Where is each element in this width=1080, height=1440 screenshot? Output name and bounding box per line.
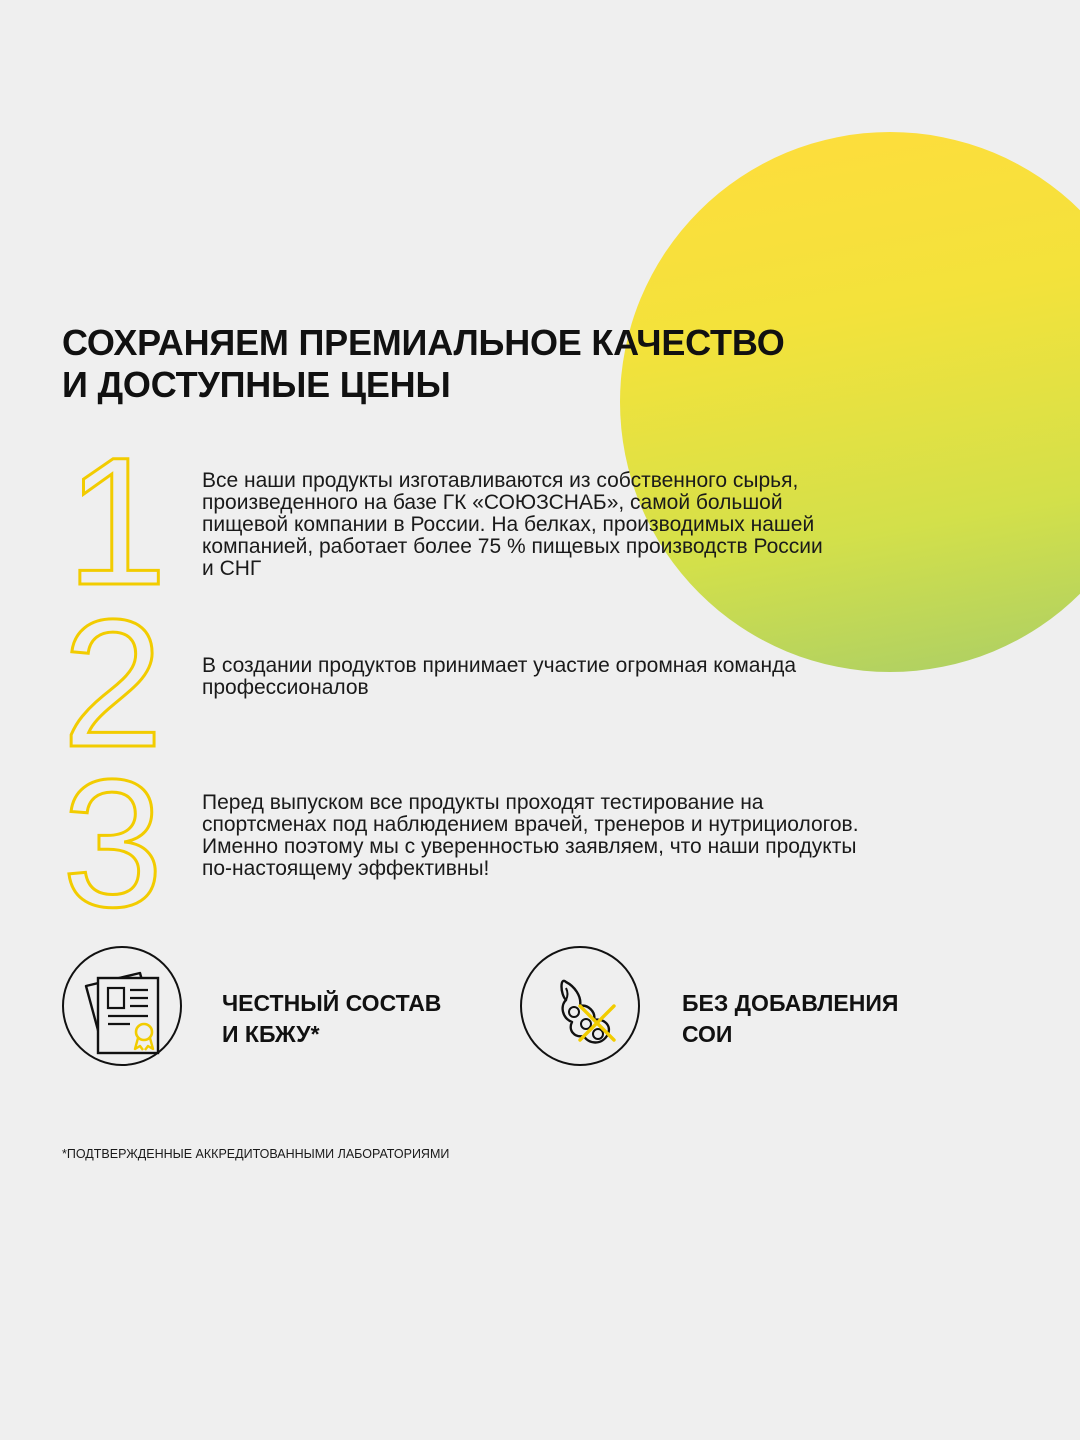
number-three-outline: 3 (62, 741, 164, 945)
no-soy-icon (522, 948, 642, 1068)
badge-no-soy (520, 946, 640, 1066)
badge-honest-composition (62, 946, 182, 1066)
badge-no-soy-label: БЕЗ ДОБАВЛЕНИЯ СОИ (682, 990, 899, 1047)
point-3-text: Перед выпуском все продукты проходят тестирование на спортсменах под наблюдением врачей, тренеров и нутрициологов. Именно поэтому мы с уверенностью заявляем, что наши продукты по-настоящему эффективны! (202, 791, 859, 880)
title-line-1: СОХРАНЯЕМ ПРЕМИАЛЬНОЕ КАЧЕСТВО (62, 322, 785, 363)
point-1-text: Все наши продукты изготавливаются из собственного сырья, произведенного на базе ГК «СОЮЗСНАБ», самой большой пищевой компании в России. На белках, производимых нашей компанией, работает более 75 % пищевых производств России и СНГ (202, 469, 823, 580)
number-one-outline: 1 (66, 419, 168, 623)
badge-honest-composition-label: ЧЕСТНЫЙ СОСТАВ И КБЖУ* (222, 990, 442, 1047)
page-title (62, 322, 785, 406)
number-two-outline: 2 (62, 581, 164, 785)
certificate-document-icon (64, 948, 184, 1068)
point-2-text: В создании продуктов принимает участие огромная команда профессионалов (202, 654, 797, 699)
title-line-2: И ДОСТУПНЫЕ ЦЕНЫ (62, 364, 451, 405)
footnote: *ПОДТВЕРЖДЕННЫЕ АККРЕДИТОВАННЫМИ ЛАБОРАТОРИЯМИ (62, 1147, 450, 1161)
